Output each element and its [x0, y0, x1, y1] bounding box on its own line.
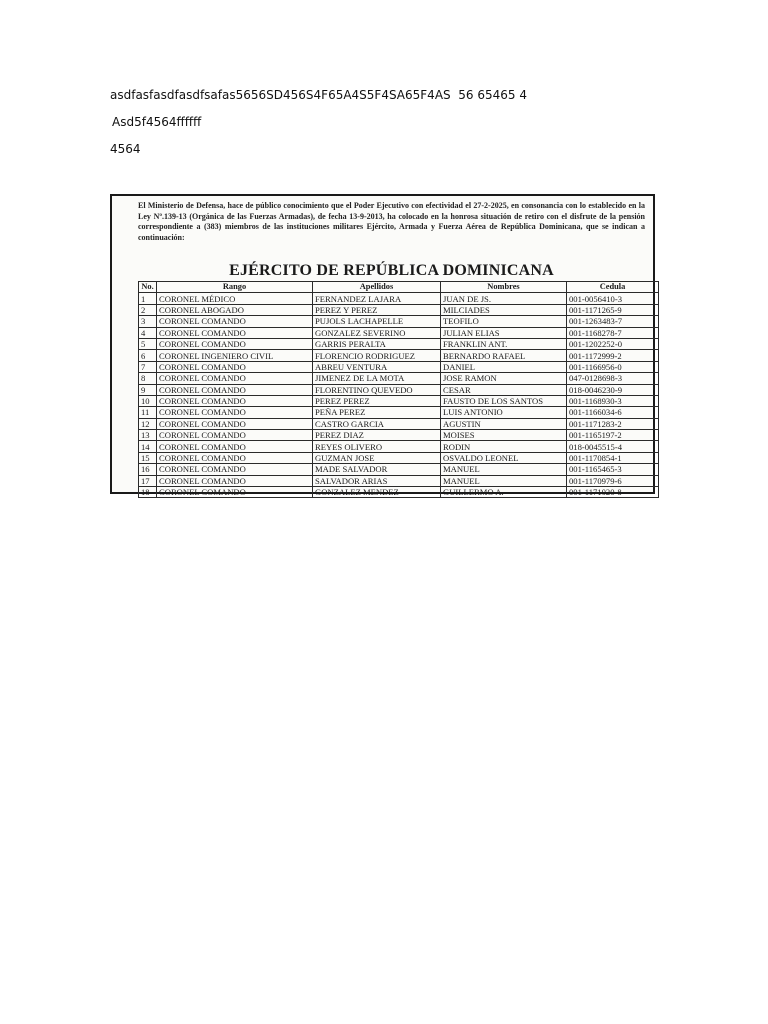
cell-rango: CORONEL COMANDO	[157, 430, 313, 441]
cell-nombres: MANUEL	[441, 475, 567, 486]
cell-cedula: 001-1202252-0	[567, 338, 659, 349]
table-row	[139, 487, 659, 498]
cell-nombres: GUILLERMO A.	[441, 487, 567, 498]
table-row	[139, 316, 659, 327]
cell-rango: CORONEL COMANDO	[157, 487, 313, 498]
cell-cedula: 001-1171020-8	[567, 487, 659, 498]
cell-nombres: AGUSTIN	[441, 418, 567, 429]
cell-cedula: 001-1166034-6	[567, 407, 659, 418]
table-row	[139, 293, 659, 304]
column-header-rango: Rango	[157, 282, 313, 293]
cell-cedula: 001-0056410-3	[567, 293, 659, 304]
cell-rango: CORONEL INGENIERO CIVIL	[157, 350, 313, 361]
cell-cedula: 001-1171283-2	[567, 418, 659, 429]
cell-rango: CORONEL COMANDO	[157, 361, 313, 372]
cell-cedula: 001-1168930-3	[567, 395, 659, 406]
cell-nombres: JUAN DE JS.	[441, 293, 567, 304]
column-header-nombres: Nombres	[441, 282, 567, 293]
cell-rango: CORONEL COMANDO	[157, 316, 313, 327]
cell-no: 8	[139, 373, 157, 384]
cell-rango: CORONEL COMANDO	[157, 418, 313, 429]
cell-rango: CORONEL COMANDO	[157, 338, 313, 349]
table-row	[139, 395, 659, 406]
cell-no: 15	[139, 452, 157, 463]
cell-no: 5	[139, 338, 157, 349]
cell-apellidos: FERNANDEZ LAJARA	[313, 293, 441, 304]
cell-nombres: OSVALDO LEONEL	[441, 452, 567, 463]
cell-no: 18	[139, 487, 157, 498]
cell-nombres: FAUSTO DE LOS SANTOS	[441, 395, 567, 406]
table-row	[139, 373, 659, 384]
cell-apellidos: GONZALEZ MENDEZ	[313, 487, 441, 498]
cell-cedula: 018-0045515-4	[567, 441, 659, 452]
cell-apellidos: SALVADOR ARIAS	[313, 475, 441, 486]
cell-no: 12	[139, 418, 157, 429]
cell-no: 3	[139, 316, 157, 327]
table-row	[139, 361, 659, 372]
cell-cedula: 001-1170854-1	[567, 452, 659, 463]
cell-nombres: JOSE RAMON	[441, 373, 567, 384]
cell-cedula: 001-1170979-6	[567, 475, 659, 486]
cell-cedula: 001-1171265-9	[567, 304, 659, 315]
table-row	[139, 350, 659, 361]
cell-apellidos: JIMENEZ DE LA MOTA	[313, 373, 441, 384]
cell-no: 13	[139, 430, 157, 441]
cell-apellidos: GUZMAN JOSE	[313, 452, 441, 463]
cell-apellidos: GARRIS PERALTA	[313, 338, 441, 349]
table-row	[139, 441, 659, 452]
cell-apellidos: PUJOLS LACHAPELLE	[313, 316, 441, 327]
cell-rango: CORONEL COMANDO	[157, 452, 313, 463]
cell-nombres: RODIN	[441, 441, 567, 452]
cell-no: 6	[139, 350, 157, 361]
table-header-row	[139, 282, 659, 293]
cell-rango: CORONEL COMANDO	[157, 464, 313, 475]
cell-rango: CORONEL COMANDO	[157, 441, 313, 452]
cell-no: 1	[139, 293, 157, 304]
cell-no: 14	[139, 441, 157, 452]
table-row	[139, 407, 659, 418]
cell-no: 17	[139, 475, 157, 486]
scan-intro-paragraph: El Ministerio de Defensa, hace de público conocimiento que el Poder Ejecutivo con efectividad el 27-2-2025, en consonancia con lo establecido en la Ley Nº.139-13 (Orgánica de las Fuerzas Armadas), de fecha 13-9-2013, ha colocado en la honrosa situación de retiro con el disfrute de la pensión correspondiente a (383) miembros de las instituciones militares Ejército, Armada y Fuerza Aérea de República Dominicana, que se indican a continuación:	[138, 201, 645, 242]
column-header-cedula: Cedula	[567, 282, 659, 293]
cell-cedula: 001-1263483-7	[567, 316, 659, 327]
cell-nombres: LUIS ANTONIO	[441, 407, 567, 418]
cell-nombres: FRANKLIN ANT.	[441, 338, 567, 349]
cell-nombres: MOISES	[441, 430, 567, 441]
cell-apellidos: GONZALEZ SEVERINO	[313, 327, 441, 338]
cell-nombres: MILCIADES	[441, 304, 567, 315]
column-header-apellidos: Apellidos	[313, 282, 441, 293]
cell-apellidos: CASTRO GARCIA	[313, 418, 441, 429]
cell-nombres: TEOFILO	[441, 316, 567, 327]
cell-nombres: MANUEL	[441, 464, 567, 475]
table-row	[139, 418, 659, 429]
table-row	[139, 464, 659, 475]
cell-cedula: 001-1168278-7	[567, 327, 659, 338]
cell-apellidos: FLORENTINO QUEVEDO	[313, 384, 441, 395]
cell-rango: CORONEL COMANDO	[157, 395, 313, 406]
table-row	[139, 338, 659, 349]
cell-apellidos: ABREU VENTURA	[313, 361, 441, 372]
table-row	[139, 384, 659, 395]
table-body	[139, 293, 659, 498]
cell-nombres: BERNARDO RAFAEL	[441, 350, 567, 361]
cell-apellidos: FLORENCIO RODRIGUEZ	[313, 350, 441, 361]
cell-no: 11	[139, 407, 157, 418]
cell-rango: CORONEL COMANDO	[157, 384, 313, 395]
cell-apellidos: PEREZ DIAZ	[313, 430, 441, 441]
cell-rango: CORONEL ABOGADO	[157, 304, 313, 315]
table-row	[139, 475, 659, 486]
cell-cedula: 001-1165465-3	[567, 464, 659, 475]
cell-cedula: 001-1166956-0	[567, 361, 659, 372]
column-header-no: No.	[139, 282, 157, 293]
cell-rango: CORONEL MÉDICO	[157, 293, 313, 304]
document-text-line-3: 4564	[110, 142, 141, 156]
table-row	[139, 452, 659, 463]
cell-rango: CORONEL COMANDO	[157, 407, 313, 418]
cell-apellidos: PEREZ Y PEREZ	[313, 304, 441, 315]
document-text-line-2: Asd5f4564ffffff	[112, 115, 202, 129]
cell-apellidos: PEÑA PEREZ	[313, 407, 441, 418]
cell-no: 4	[139, 327, 157, 338]
table-row	[139, 304, 659, 315]
table-row	[139, 327, 659, 338]
cell-no: 2	[139, 304, 157, 315]
cell-no: 9	[139, 384, 157, 395]
cell-nombres: DANIEL	[441, 361, 567, 372]
cell-apellidos: PEREZ PEREZ	[313, 395, 441, 406]
cell-rango: CORONEL COMANDO	[157, 373, 313, 384]
cell-no: 7	[139, 361, 157, 372]
cell-no: 10	[139, 395, 157, 406]
cell-apellidos: MADE SALVADOR	[313, 464, 441, 475]
cell-rango: CORONEL COMANDO	[157, 327, 313, 338]
cell-cedula: 001-1165197-2	[567, 430, 659, 441]
cell-rango: CORONEL COMANDO	[157, 475, 313, 486]
scan-title: EJÉRCITO DE REPÚBLICA DOMINICANA	[229, 262, 554, 279]
cell-cedula: 018-0046230-9	[567, 384, 659, 395]
table-row	[139, 430, 659, 441]
cell-cedula: 001-1172999-2	[567, 350, 659, 361]
cell-nombres: JULIAN ELIAS	[441, 327, 567, 338]
document-text-line-1: asdfasfasdfasdfsafas5656SD456S4F65A4S5F4SA65F4AS 56 65465 4	[110, 88, 527, 102]
cell-no: 16	[139, 464, 157, 475]
cell-apellidos: REYES OLIVERO	[313, 441, 441, 452]
retirement-roster-table	[138, 281, 659, 498]
scanned-document-image	[110, 194, 655, 498]
cell-cedula: 047-0128698-3	[567, 373, 659, 384]
cell-nombres: CESAR	[441, 384, 567, 395]
